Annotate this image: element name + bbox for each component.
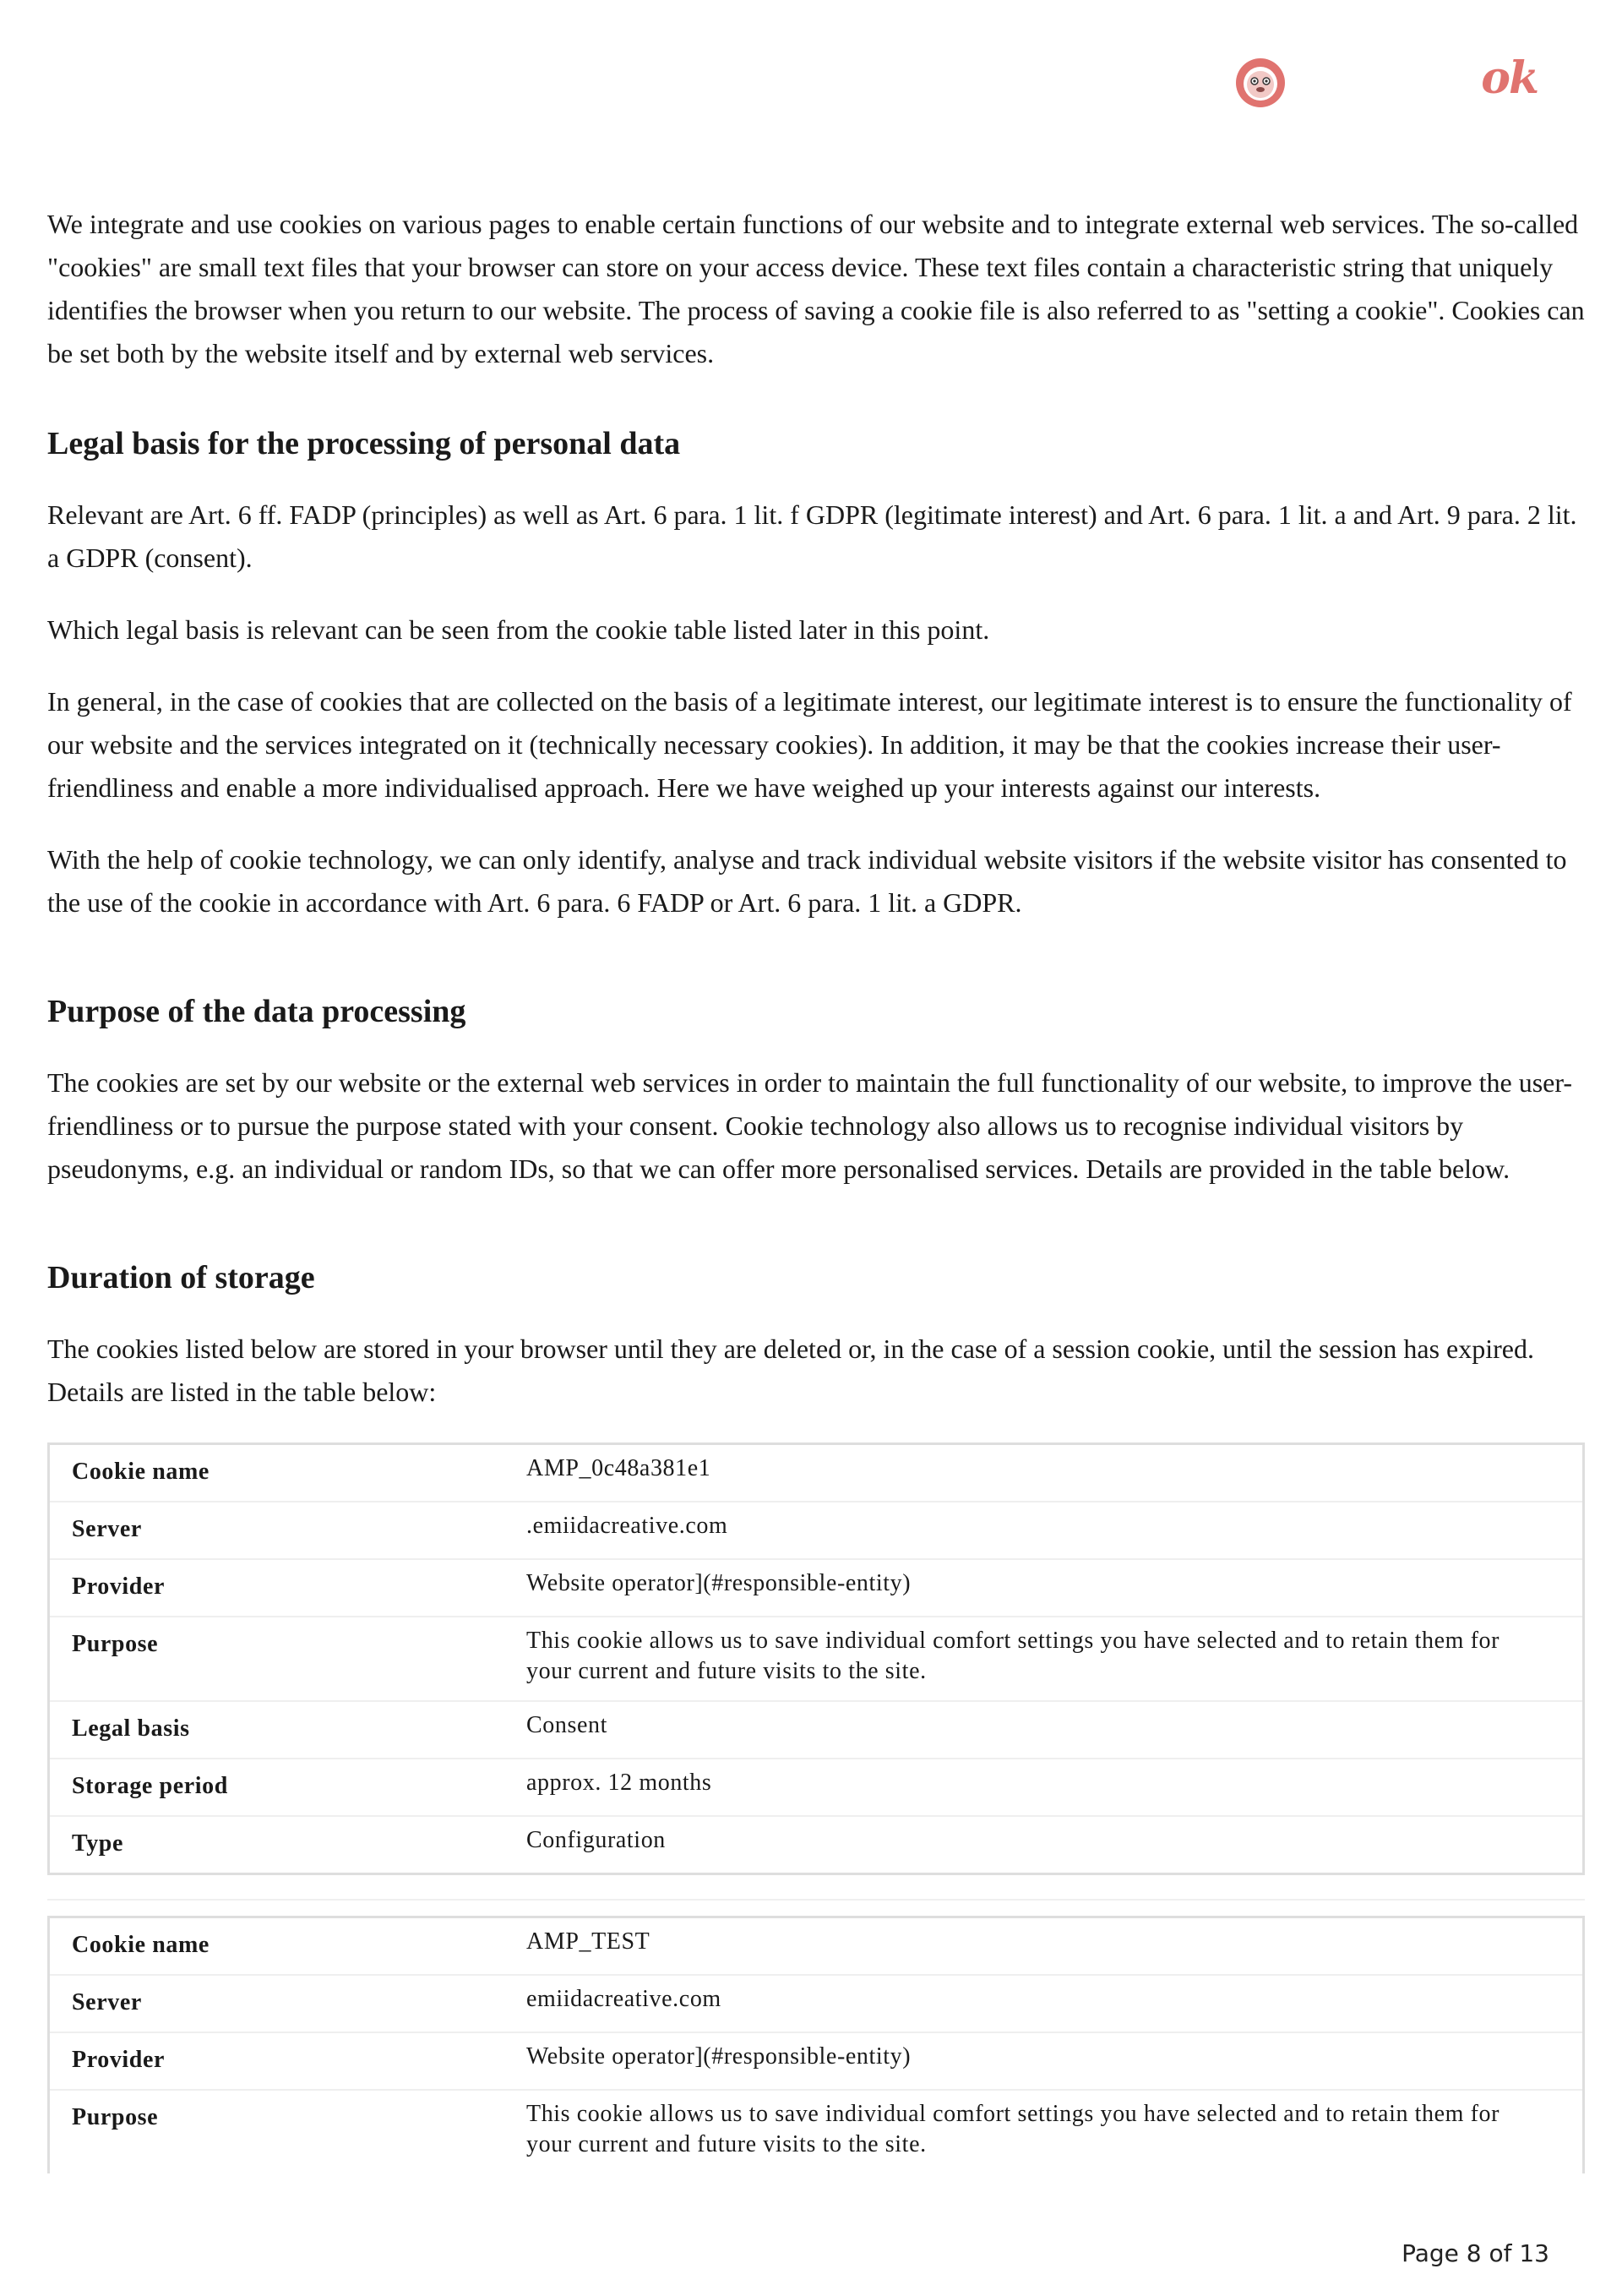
legal-basis-value: Consent [526, 1712, 607, 1738]
page-number: Page 8 of 13 [1402, 2239, 1549, 2267]
server-value: emiidacreative.com [526, 1986, 721, 2012]
purpose-value: This cookie allows us to save individual comfort settings you have selected and to retain them for your current and future visits to the site. [526, 1628, 1500, 1684]
server-value: .emiidacreative.com [526, 1513, 728, 1539]
table-row [50, 2033, 1582, 2091]
paragraph: In general, in the case of cookies that are collected on the basis of a legitimate interest, our legitimate interest is to ensure the functionality of our website and the services integrated on it (technically necessary cookies). In addition, it may be that the cookies increase their user-friendliness and enable a more individualised approach. Here we have weighed up your interests against our interests. [47, 686, 1572, 803]
row-label: Cookie name [72, 1932, 210, 1958]
table-row [50, 1702, 1582, 1759]
table-row [50, 1817, 1582, 1873]
provider-value: Website operator](#responsible-entity) [526, 1570, 912, 1596]
row-label: Server [72, 1989, 142, 2015]
table-row [50, 1918, 1582, 1976]
logo-wordmark: ok [1481, 52, 1538, 104]
table-row [50, 1502, 1582, 1560]
table-row [50, 1759, 1582, 1817]
provider-value: Website operator](#responsible-entity) [526, 2043, 912, 2070]
cookie-table [47, 1442, 1585, 1875]
row-label: Provider [72, 2047, 166, 2073]
row-label: Purpose [72, 2104, 159, 2130]
hedgehog-logo-icon [1233, 56, 1287, 110]
row-label: Purpose [72, 1631, 159, 1657]
row-label: Server [72, 1516, 142, 1542]
cookie-name-value: AMP_TEST [526, 1928, 650, 1955]
section-heading-purpose: Purpose of the data processing [47, 994, 466, 1029]
row-label: Type [72, 1830, 123, 1857]
row-label: Cookie name [72, 1459, 210, 1485]
paragraph: Which legal basis is relevant can be seen from the cookie table listed later in this point. [47, 614, 990, 645]
paragraph: With the help of cookie technology, we can only identify, analyse and track individual website visitors if the website visitor has consented to the use of the cookie in accordance with Art. 6 para. 6 FADP or Art. 6 para. 1 lit. a GDPR. [47, 844, 1567, 918]
section-heading-legal-basis: Legal basis for the processing of personal data [47, 426, 681, 461]
row-label: Provider [72, 1573, 166, 1600]
table-row [50, 1617, 1582, 1702]
table-divider [47, 1899, 1585, 1901]
table-row [50, 2091, 1582, 2173]
section-heading-duration: Duration of storage [47, 1260, 315, 1295]
row-label: Legal basis [72, 1715, 190, 1742]
site-logo [1233, 52, 1538, 115]
paragraph: The cookies are set by our website or the external web services in order to maintain the full functionality of our website, to improve the user-friendliness or to pursue the purpose stated with your consent. Cookie technology also allows us to recognise individual visitors by pseudonyms, e.g. an individual or random IDs, so that we can offer more personalised services. Details are provided in the table below. [47, 1067, 1573, 1184]
table-row [50, 1560, 1582, 1617]
paragraph: Relevant are Art. 6 ff. FADP (principles) as well as Art. 6 para. 1 lit. f GDPR (legitimate interest) and Art. 6 para. 1 lit. a and Art. 9 para. 2 lit. a GDPR (consent). [47, 499, 1577, 573]
storage-period-value: approx. 12 months [526, 1770, 712, 1796]
intro-paragraph: We integrate and use cookies on various pages to enable certain functions of our website and to integrate external web services. The so-called "cookies" are small text files that your browser can store on your access device. These text files contain a characteristic string that uniquely identifies the browser when you return to our website. The process of saving a cookie file is also referred to as "setting a cookie". Cookies can be set both by the website itself and by external web services. [47, 209, 1585, 368]
cookie-table [47, 1916, 1585, 2173]
type-value: Configuration [526, 1827, 666, 1853]
table-row [50, 1976, 1582, 2033]
paragraph: The cookies listed below are stored in your browser until they are deleted or, in the case of a session cookie, until the session has expired. Details are listed in the table below: [47, 1333, 1534, 1407]
document-body [47, 203, 1585, 2173]
purpose-value: This cookie allows us to save individual comfort settings you have selected and to retain them for your current and future visits to the site. [526, 2101, 1500, 2157]
row-label: Storage period [72, 1773, 228, 1799]
cookie-name-value: AMP_0c48a381e1 [526, 1455, 711, 1481]
table-row [50, 1445, 1582, 1502]
